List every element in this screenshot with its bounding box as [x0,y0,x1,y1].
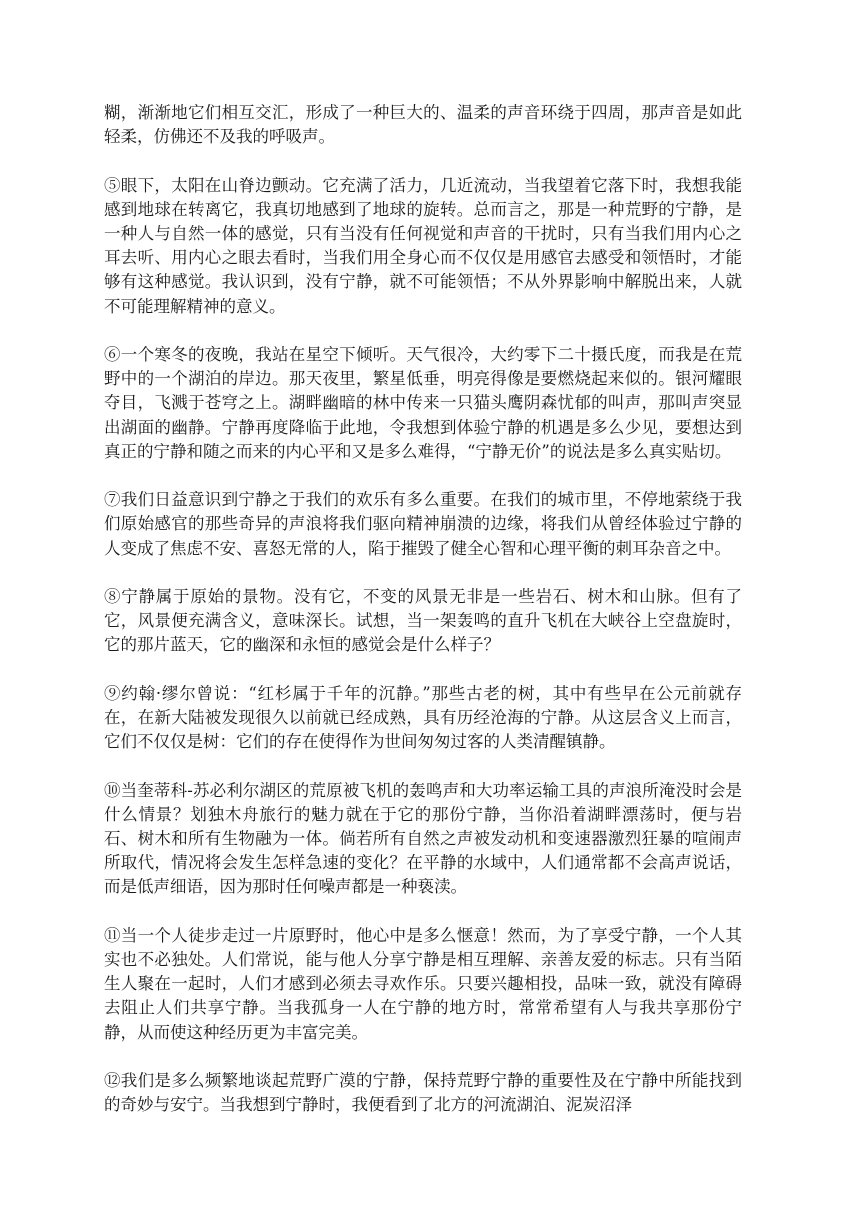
paragraph-continuation: 糊，渐渐地它们相互交汇，形成了一种巨大的、温柔的声音环绕于四周，那声音是如此轻柔，仿佛还不及我的呼吸声。 [104,103,742,147]
paragraph-7: ⑦我们日益意识到宁静之于我们的欢乐有多么重要。在我们的城市里，不停地萦绕于我们原始感官的那些奇异的声浪将我们驱向精神崩溃的边缘，将我们从曾经体验过宁静的人变成了焦虑不安、喜怒无常的人，陷于摧毁了健全心智和心理平衡的刺耳杂音之中。 [104,490,742,558]
paragraph-5: ⑤眼下，太阳在山脊边颤动。它充满了活力，几近流动，当我望着它落下时，我想我能感到地球在转离它，我真切地感到了地球的旋转。总而言之，那是一种荒野的宁静，是一种人与自然一体的感觉，只有当没有任何视觉和声音的干扰时，只有当我们用内心之耳去听、用内心之眼去看时，当我们用全身心而不仅仅是用感官去感受和领悟时，才能够有这种感觉。我认识到，没有宁静，就不可能领悟；不从外界影响中解脱出来，人就不可能理解精神的意义。 [104,175,742,316]
paragraph-6: ⑥一个寒冬的夜晚，我站在星空下倾听。天气很冷，大约零下二十摄氏度，而我是在荒野中的一个湖泊的岸边。那天夜里，繁星低垂，明亮得像是要燃烧起来似的。银河耀眼夺目，飞溅于苍穹之上。湖畔幽暗的林中传来一只猫头鹰阴森忧郁的叫声，那叫声突显出湖面的幽静。宁静再度降临于此地，令我想到体验宁静的机遇是多么少见，要想达到真正的宁静和随之而来的内心平和又是多么难得，“宁静无价”的说法是多么真实贴切。 [104,345,742,461]
paragraph-9: ⑨约翰·缪尔曾说：“红杉属于千年的沉静。”那些古老的树，其中有些早在公元前就存在，在新大陆被发现很久以前就已经成熟，具有历经沧海的宁静。从这层含义上而言，它们不仅仅是树：它们的存在使得作为世间匆匆过客的人类清醒镇静。 [104,683,742,752]
paragraph-10: ⑩当奎蒂科-苏必利尔湖区的荒原被飞机的轰鸣声和大功率运输工具的声浪所淹没时会是什么情景？划独木舟旅行的魅力就在于它的那份宁静，当你沿着湖畔漂荡时，便与岩石、树木和所有生物融为一体。倘若所有自然之声被发动机和变速器激烈狂暴的喧闹声所取代，情况将会发生怎样急速的变化？在平静的水域中，人们通常都不会高声说话，而是低声细语，因为那时任何噪声都是一种亵渎。 [104,780,742,897]
paragraph-12: ⑫我们是多么频繁地谈起荒野广漠的宁静，保持荒野宁静的重要性及在宁静中所能找到的奇妙与安宁。当我想到宁静时，我便看到了北方的河流湖泊、泥炭沼泽 [104,1071,742,1115]
paragraph-11: ⑪当一个人徒步走过一片原野时，他心中是多么惬意！然而，为了享受宁静，一个人其实也不必独处。人们常说，能与他人分享宁静是相互理解、亲善友爱的标志。只有当陌生人聚在一起时，人们才感到必须去寻欢作乐。只要兴趣相投，品味一致，就没有障碍去阻止人们共享宁静。当我孤身一人在宁静的地方时，常常希望有人与我共享那份宁静，从而使这种经历更为丰富完美。 [104,925,742,1042]
paragraph-8: ⑧宁静属于原始的景物。没有它，不变的风景无非是一些岩石、树木和山脉。但有了它，风景便充满含义，意味深长。试想，当一架轰鸣的直升飞机在大峡谷上空盘旋时，它的那片蓝天，它的幽深和永恒的感觉会是什么样子？ [104,587,742,655]
